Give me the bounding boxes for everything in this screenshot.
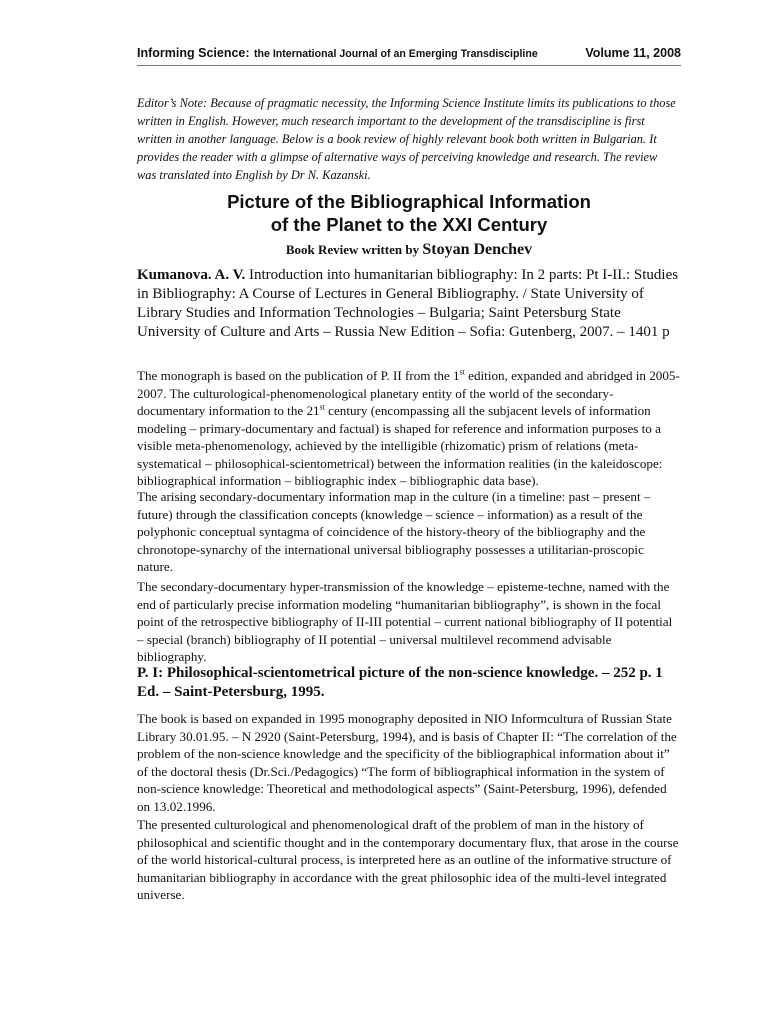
paragraph-1 (137, 367, 681, 490)
running-header (137, 44, 681, 66)
superscript-st: st (459, 367, 465, 377)
volume-label: Volume 11, 2008 (585, 46, 681, 60)
paragraph-3: The secondary-documentary hyper-transmission of the knowledge – episteme-techne, named with the end of particularly precise information modeling “humanitarian bibliography”, is shown in the focal point of the retrospective bibliography of II-III potential – current national bibliography of II potential – special (branch) bibliography of II potential – universal multilevel recommend advisable bibliography. (137, 579, 673, 664)
citation-author: Kumanova. A. V. (137, 267, 246, 283)
paragraph-1-part-a: The monograph is based on the publication of P. II from the 1 (137, 368, 460, 383)
paragraph-2: The arising secondary-documentary information map in the culture (in a timeline: past – present – future) through the classification concepts (knowledge – science – information) as a result of the polyphonic conceptual syntagma of coincidence of the history-theory of the bibliography and the chronotope-synarchy of the international universal bibliography possesses a utilitarian-proscopic nature. (137, 489, 651, 574)
byline (137, 240, 681, 260)
book-citation (137, 266, 681, 342)
journal-title (137, 44, 538, 62)
citation-text: Introduction into humanitarian bibliography: In 2 parts: Pt I-II.: Studies in Bibliography: A Course of Lectures in General Bibliography. / State University of Library Studies and Information Technologies – Bulgaria; Saint Petersburg State University of Culture and Arts – Russia New Edition – Sofia: Gutenberg, 2007. – 1401 p (137, 267, 679, 340)
paragraph-1-part-c: century (encompassing all the subjacent levels of information modeling – primary-documentary and factual) is shaped for reference and information purposes to a visible meta-phenomenology, achieved by the intelligible (rhizomatic) prism of relations (meta-systematical – philosophical-scientometrical) between the information realities (in the kaleidoscope: bibliographical information – bibliographic index – bibliographic data base). (137, 403, 663, 488)
journal-name: Informing Science: (137, 46, 250, 60)
paragraph-5: The presented culturological and phenomenological draft of the problem of man in the history of philosophical and scientific thought and in the contemporary documentary flux, that arose in the course of the world historical-cultural process, is interpreted here as an outline of the informative structure of humanitarian bibliography in accordance with the great philosophic idea of the multi-level integrated universe. (137, 817, 679, 902)
byline-author: Stoyan Denchev (422, 241, 533, 258)
title-line-1: Picture of the Bibliographical Information (227, 191, 591, 212)
journal-subtitle: the International Journal of an Emerging Transdiscipline (253, 48, 538, 60)
title-line-2: of the Planet to the XXI Century (270, 214, 548, 235)
editors-note: Editor’s Note: Because of pragmatic necessity, the Informing Science Institute limits its publications to those written in English. However, much research important to the development of the transdiscipline is first written in another language. Below is a book review of highly relevant book both written in Bulgarian. It provides the reader with a glimpse of alternative ways of perceiving knowledge and research. The review was translated into English by Dr N. Kazanski. (137, 96, 676, 182)
section-heading: P. I: Philosophical-scientometrical picture of the non-science knowledge. – 252 p. 1 Ed. – Saint-Petersburg, 1995. (137, 665, 663, 700)
superscript-st: st (319, 402, 325, 412)
paragraph-1-part-b: edition, expanded and abridged in 2005-2007. The culturological-phenomenological planetary entity of the world of the secondary-documentary information to the 21 (137, 368, 680, 418)
byline-prefix: Book Review written by (285, 242, 420, 257)
paragraph-4: The book is based on expanded in 1995 monography deposited in NIO Informcultura of Russian State Library 30.01.95. – N 2920 (Saint-Petersburg, 1994), and is basis of Chapter II: “The correlation of the problem of the non-science knowledge and the specificity of the bibliographical information about it” of the doctoral thesis (Dr.Sci./Pedagogics) “The form of bibliographical information in the system of non-science knowledge: Theoretical and methodological aspects” (Saint-Petersburg, 1996), defended on 13.02.1996. (137, 711, 677, 814)
article-title (137, 190, 681, 236)
